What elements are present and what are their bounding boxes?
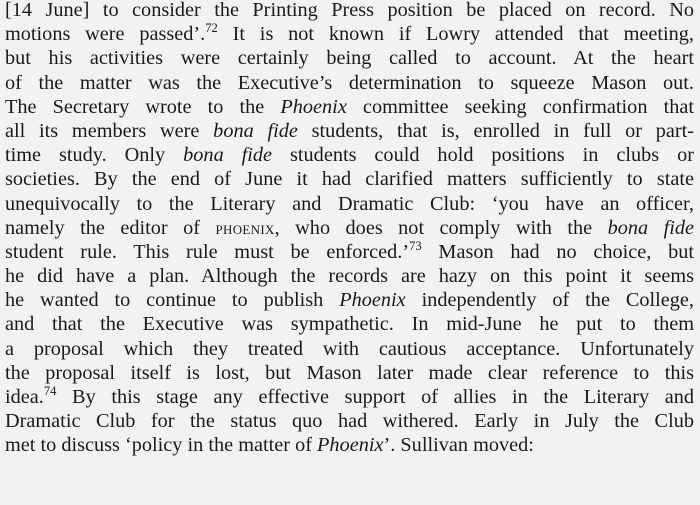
text-line: [5, 216, 694, 240]
text-run: students could hold positions in clubs or: [272, 144, 694, 167]
text-line: [5, 288, 694, 312]
text-line: [5, 71, 694, 95]
text-line: [5, 361, 694, 385]
text-line: [5, 385, 694, 409]
text-run: students, that is, enrolled in full or part-: [297, 119, 694, 142]
text-run: societies. By the end of June it had clarified matters sufficiently to state: [5, 168, 694, 191]
text-line: [5, 143, 694, 167]
text-run: idea.: [5, 386, 44, 408]
text-run: It is not known if Lowry attended that meeting,: [217, 23, 694, 46]
italic-text: Phoenix: [339, 289, 406, 312]
text-run: he did have a plan. Although the records are hazy on this point it seems: [5, 265, 694, 288]
footnote-ref: 72: [205, 21, 218, 36]
text-run: committee seeking confirmation that: [346, 95, 694, 118]
text-line: [5, 337, 694, 361]
italic-text: bona fide: [213, 119, 298, 142]
footnote-ref: 74: [43, 384, 57, 399]
text-line: [5, 240, 694, 264]
text-run: he wanted to continue to publish: [5, 289, 340, 312]
text-run: a proposal which they treated with cautious acceptance. Unfortunately: [5, 337, 694, 360]
footnote-ref: 73: [409, 239, 422, 254]
text-line: [5, 192, 694, 216]
text-run: and that the Executive was sympathetic. In mid-June he put to them: [5, 313, 694, 336]
text-run: , who does not comply with the: [274, 216, 608, 239]
text-run: of the matter was the Executive’s determination to squeeze Mason out.: [5, 71, 694, 94]
body-text: [5, 0, 694, 458]
text-run: but his activities were certainly being called to account. At the heart: [5, 47, 694, 70]
text-run: [14 June] to consider the Printing Press position be placed on record. No: [5, 0, 694, 21]
text-run: time study. Only: [5, 144, 184, 167]
text-line: [5, 312, 694, 336]
text-run: namely the editor of: [5, 216, 216, 239]
text-run: the proposal itself is lost, but Mason later made clear reference to this: [5, 361, 694, 384]
italic-text: bona fide: [183, 144, 273, 167]
text-run: unequivocally to the Literary and Dramatic Club: ‘you have an officer,: [5, 192, 694, 215]
text-line: [5, 119, 694, 143]
text-line: [5, 22, 694, 46]
italic-text: Phoenix: [317, 434, 384, 457]
text-line: [5, 264, 694, 288]
text-run: By this stage any effective support of allies in the Literary and: [56, 386, 694, 408]
text-run: student rule. This rule must be enforced.’: [5, 240, 410, 263]
text-line: [5, 409, 694, 433]
text-line: [5, 167, 694, 191]
text-run: all its members were: [5, 119, 214, 142]
italic-text: bona fide: [607, 216, 694, 239]
text-line: [5, 46, 694, 70]
text-line: [5, 433, 694, 457]
small-caps-text: phoenix: [215, 217, 275, 239]
text-run: Mason had no choice, but: [421, 240, 694, 263]
text-run: The Secretary wrote to the: [5, 95, 281, 118]
italic-text: Phoenix: [280, 95, 347, 118]
text-run: motions were passed’.: [5, 23, 206, 46]
text-line: [5, 95, 694, 119]
text-run: independently of the College,: [405, 289, 695, 312]
text-line: [5, 0, 694, 22]
text-run: ’. Sullivan moved:: [383, 434, 534, 457]
text-run: met to discuss ‘policy in the matter of: [5, 434, 318, 457]
text-run: Dramatic Club for the status quo had withered. Early in July the Club: [5, 410, 694, 433]
